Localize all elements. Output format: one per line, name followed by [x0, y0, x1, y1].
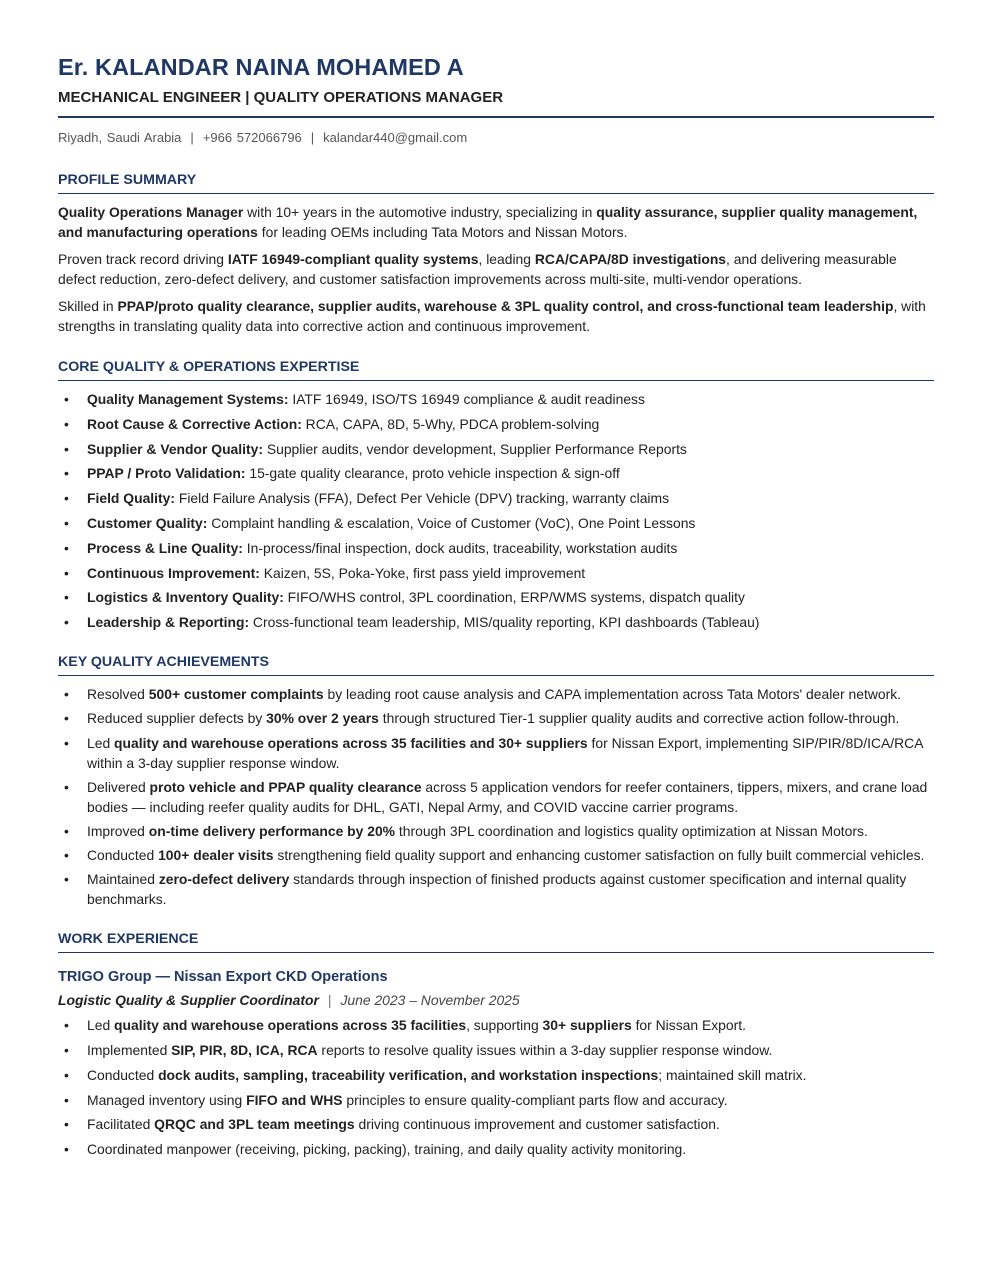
contact-separator: | [190, 130, 194, 145]
text: Delivered [87, 778, 150, 795]
job-separator: | [327, 992, 332, 1009]
text: , with strengths in translating quality data into corrective action and continuous improvement. [58, 298, 926, 334]
bold-text: Quality Management Systems: [87, 391, 289, 407]
profile-paragraph-2 [58, 249, 934, 289]
text: Field Failure Analysis (FFA), Defect Per Vehicle (DPV) tracking, warranty claims [174, 490, 670, 507]
bold-text: 500+ customer complaints [148, 686, 324, 703]
text: Resolved [87, 686, 149, 703]
section-divider [58, 675, 934, 676]
bold-text: Root Cause & Corrective Action: [87, 415, 302, 432]
bold-text: PPAP / Proto Validation: [87, 465, 246, 482]
bold-text: SIP, PIR, 8D, ICA, RCA [171, 1042, 318, 1059]
expertise-item [58, 389, 934, 409]
expertise-item [58, 488, 934, 508]
achievement-item [58, 777, 934, 817]
bold-text: 100+ dealer visits [158, 847, 274, 864]
bold-text: Field Quality: [87, 490, 175, 507]
bold-text: on-time delivery performance by 20% [148, 822, 396, 839]
work-experience-section [58, 929, 934, 1159]
achievement-item [58, 869, 934, 909]
text: through structured Tier-1 supplier quality audits and corrective action follow-through. [378, 710, 900, 727]
contact-phone[interactable]: +966 572066796 [202, 130, 302, 145]
job-dates: June 2023 – November 2025 [340, 992, 520, 1009]
job-responsibilities-list [58, 1015, 934, 1159]
bold-text: IATF 16949-compliant quality systems [227, 251, 479, 267]
text: Conducted [87, 1066, 159, 1083]
text: Reduced supplier defects by [87, 710, 267, 727]
contact-separator: | [310, 130, 315, 145]
text: 15-gate quality clearance, proto vehicle inspection & sign-off [245, 465, 620, 482]
bold-text: quality and warehouse operations across 35 facilities and 30+ suppliers [114, 734, 588, 751]
bold-text: QRQC and 3PL team meetings [154, 1116, 355, 1133]
text: Facilitated [87, 1116, 155, 1133]
text: principles to ensure quality-compliant parts flow and accuracy. [342, 1091, 728, 1108]
bold-text: Process & Line Quality: [87, 539, 243, 556]
bold-text: Customer Quality: [87, 514, 208, 531]
text: with 10+ years in the automotive industry, specializing in [243, 204, 597, 220]
expertise-item [58, 439, 934, 459]
section-title-experience: WORK EXPERIENCE [58, 931, 199, 948]
job-company: TRIGO Group — Nissan Export CKD Operations [58, 969, 388, 986]
expertise-item [58, 463, 934, 483]
text: standards through inspection of finished products against customer specification and internal quality benchmarks. [87, 871, 907, 908]
expertise-item [58, 538, 934, 558]
text: Improved [87, 822, 149, 839]
job-responsibility-item [58, 1065, 934, 1085]
expertise-item [58, 414, 934, 434]
text: Maintained [87, 871, 159, 888]
expertise-item [58, 563, 934, 583]
job-responsibility-item [58, 1040, 934, 1060]
job-role: Logistic Quality & Supplier Coordinator [58, 992, 319, 1009]
text: Proven track record driving [58, 251, 228, 267]
job-responsibility-item [58, 1015, 934, 1035]
header-divider [58, 116, 934, 118]
bold-text: Supplier & Vendor Quality: [87, 440, 263, 457]
profile-summary-section [58, 170, 934, 336]
bold-text: Logistics & Inventory Quality: [87, 589, 284, 606]
text: Kaizen, 5S, Poka-Yoke, first pass yield improvement [259, 564, 586, 581]
bold-text: zero-defect delivery [158, 871, 290, 888]
expertise-item [58, 587, 934, 607]
text: Conducted [87, 847, 159, 864]
key-achievements-section [58, 652, 934, 909]
text: by leading root cause analysis and CAPA implementation across Tata Motors' dealer network. [323, 686, 902, 703]
section-divider [58, 952, 934, 953]
job-responsibility-item [58, 1139, 934, 1159]
profile-paragraph-3 [58, 296, 934, 336]
text: reports to resolve quality issues within a 3-day supplier response window. [317, 1042, 773, 1059]
profile-paragraph-1 [58, 202, 934, 242]
job-role-line [58, 990, 934, 1010]
core-expertise-section [58, 357, 934, 632]
bold-text: 30+ suppliers [542, 1017, 632, 1034]
text: , leading [478, 251, 535, 267]
text: Implemented [87, 1042, 172, 1059]
contact-email[interactable]: kalandar440@gmail.com [323, 130, 468, 145]
text: through 3PL coordination and logistics quality optimization at Nissan Motors. [395, 822, 868, 839]
job-entry [58, 967, 934, 1159]
text: for Nissan Export, implementing SIP/PIR/8D/ICA/RCA within a 3-day supplier response window. [87, 734, 923, 771]
expertise-list [58, 389, 934, 632]
contact-line [58, 129, 934, 147]
achievement-item [58, 821, 934, 841]
section-title-expertise: CORE QUALITY & OPERATIONS EXPERTISE [58, 359, 360, 375]
text: RCA, CAPA, 8D, 5-Why, PDCA problem-solving [301, 415, 600, 432]
candidate-name: Er. KALANDAR NAINA MOHAMED A [58, 54, 464, 80]
bold-text: 30% over 2 years [266, 710, 379, 727]
expertise-item [58, 513, 934, 533]
text: driving continuous improvement and customer satisfaction. [354, 1116, 720, 1133]
text: Cross-functional team leadership, MIS/quality reporting, KPI dashboards (Tableau) [249, 614, 760, 631]
job-responsibility-item [58, 1090, 934, 1110]
section-divider [58, 380, 934, 381]
text: ; maintained skill matrix. [658, 1066, 807, 1083]
job-responsibility-item [58, 1114, 934, 1134]
text: Led [87, 1017, 115, 1034]
resume-page [58, 52, 934, 1159]
section-title-achievements: KEY QUALITY ACHIEVEMENTS [58, 654, 270, 671]
text: Managed inventory using [87, 1091, 247, 1108]
achievement-item [58, 845, 934, 865]
section-title-profile: PROFILE SUMMARY [58, 172, 197, 188]
bold-text: quality assurance, supplier quality management, and manufacturing operations [58, 204, 918, 240]
professional-headline: MECHANICAL ENGINEER | QUALITY OPERATIONS MANAGER [58, 89, 504, 106]
text: strengthening field quality support and enhancing customer satisfaction on fully built commercial vehicles. [273, 847, 925, 864]
bold-text: PPAP/proto quality clearance, supplier audits, warehouse & 3PL quality control, and cross-functional team leadership [117, 298, 894, 314]
text: In-process/final inspection, dock audits, traceability, workstation audits [242, 539, 678, 556]
achievement-item [58, 684, 934, 704]
bold-text: Quality Operations Manager [58, 204, 244, 220]
text: IATF 16949, ISO/TS 16949 compliance & audit readiness [288, 391, 645, 407]
bold-text: RCA/CAPA/8D investigations [534, 251, 727, 267]
text: Coordinated manpower (receiving, picking, packing), training, and daily quality activity monitoring. [87, 1141, 687, 1158]
text: for Nissan Export. [631, 1017, 746, 1034]
text: Supplier audits, vendor development, Supplier Performance Reports [262, 440, 687, 457]
bold-text: quality and warehouse operations across 35 facilities [114, 1017, 467, 1034]
achievement-item [58, 708, 934, 728]
expertise-item [58, 612, 934, 632]
text: FIFO/WHS control, 3PL coordination, ERP/WMS systems, dispatch quality [283, 589, 745, 606]
text: Complaint handling & escalation, Voice of Customer (VoC), One Point Lessons [207, 514, 696, 531]
bold-text: dock audits, sampling, traceability verification, and workstation inspections [158, 1066, 659, 1083]
text: Skilled in [58, 298, 118, 314]
text: Led [87, 734, 115, 751]
text: for leading OEMs including Tata Motors and Nissan Motors. [257, 224, 628, 240]
achievements-list [58, 684, 934, 909]
bold-text: Leadership & Reporting: [87, 614, 250, 631]
bold-text: FIFO and WHS [246, 1091, 343, 1108]
text: , and delivering measurable defect reduction, zero-defect delivery, and customer satisfaction improvements across multi-site, multi-vendor operations. [58, 251, 897, 287]
achievement-item [58, 733, 934, 773]
text: across 5 application vendors for reefer containers, tippers, mixers, and crane load bodies — including reefer quality audits for DHL, GATI, Nepal Army, and COVID vaccine carrier programs. [87, 778, 928, 815]
contact-location: Riyadh, Saudi Arabia [58, 130, 182, 145]
text: , supporting [466, 1017, 543, 1034]
bold-text: proto vehicle and PPAP quality clearance [149, 778, 422, 795]
section-divider [58, 193, 934, 194]
bold-text: Continuous Improvement: [87, 564, 260, 581]
